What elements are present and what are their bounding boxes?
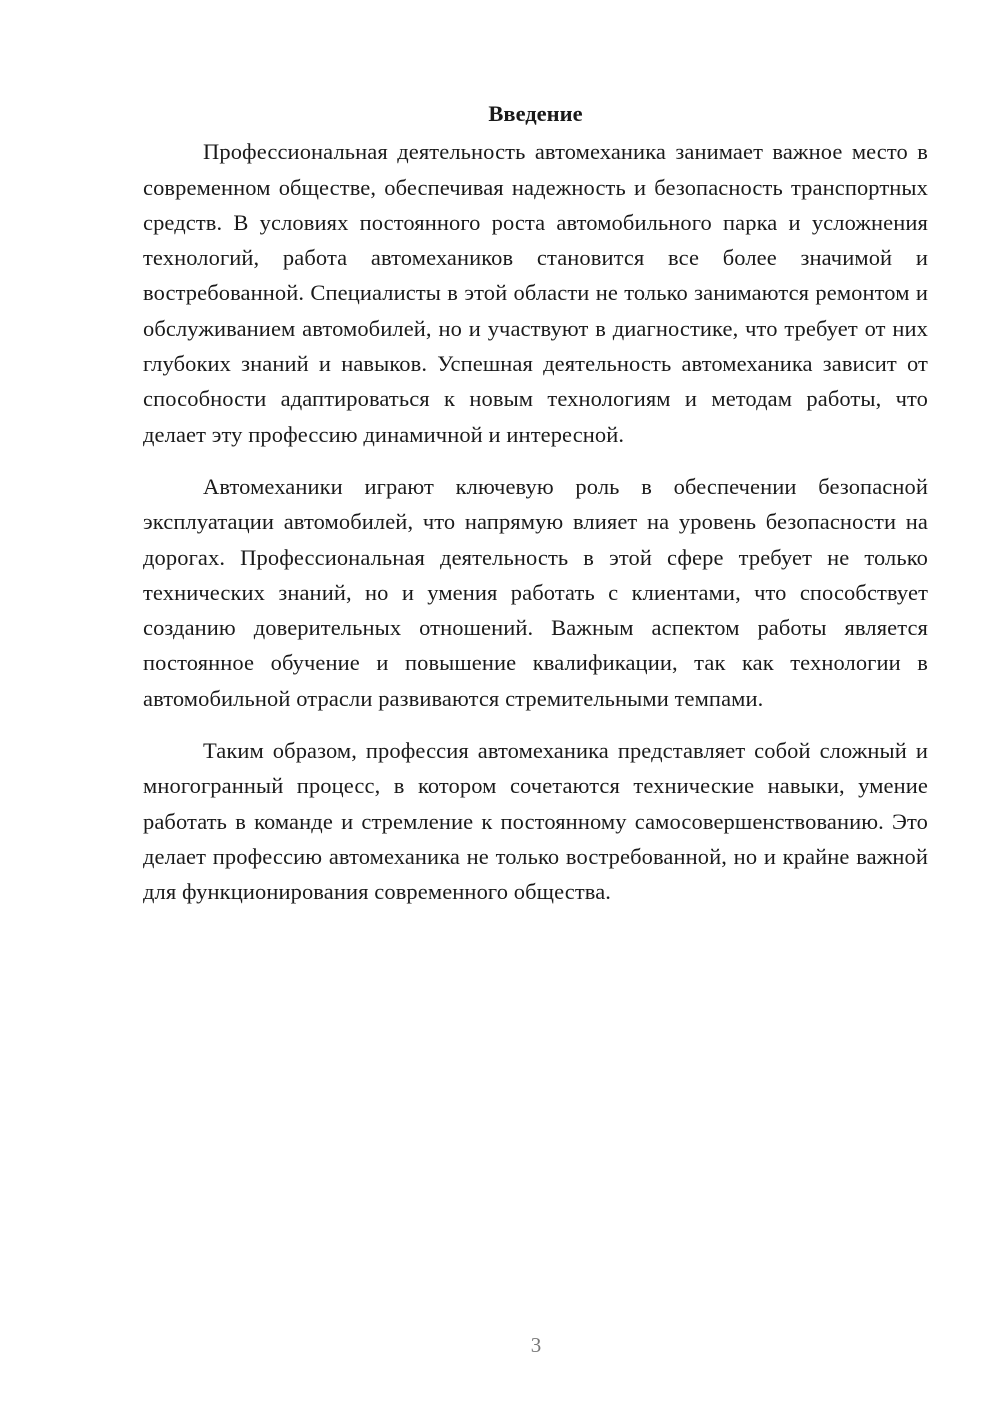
paragraph-1: Профессиональная деятельность автомеханика занимает важное место в современном обществе, обеспечивая надежность и безопасность транспортных средств. В условиях постоянного роста автомобильного парка и усложнения технологий, работа автомехаников становится все более значимой и востребованной. Специалисты в этой области не только занимаются ремонтом и обслуживанием автомобилей, но и участвуют в диагностике, что требует от них глубоких знаний и навыков. Успешная деятельность автомеханика зависит от способности адаптироваться к новым технологиям и методам работы, что делает эту профессию динамичной и интересной. [143,139,928,447]
document-body [143,96,928,927]
section-heading: Введение [488,101,583,126]
paragraph-2: Автомеханики играют ключевую роль в обеспечении безопасной эксплуатации автомобилей, что напрямую влияет на уровень безопасности на дорогах. Профессиональная деятельность в этой сфере требует не только технических знаний, но и умения работать с клиентами, что способствует созданию доверительных отношений. Важным аспектом работы является постоянное обучение и повышение квалификации, так как технологии в автомобильной отрасли развиваются стремительными темпами. [143,473,928,711]
paragraph-3: Таким образом, профессия автомеханика представляет собой сложный и многогранный процесс, в котором сочетаются технические навыки, умение работать в команде и стремление к постоянному самосовершенствованию. Это делает профессию автомеханика не только востребованной, но и крайне важной для функционирования современного общества. [143,738,928,905]
page-number: 3 [530,1333,542,1357]
